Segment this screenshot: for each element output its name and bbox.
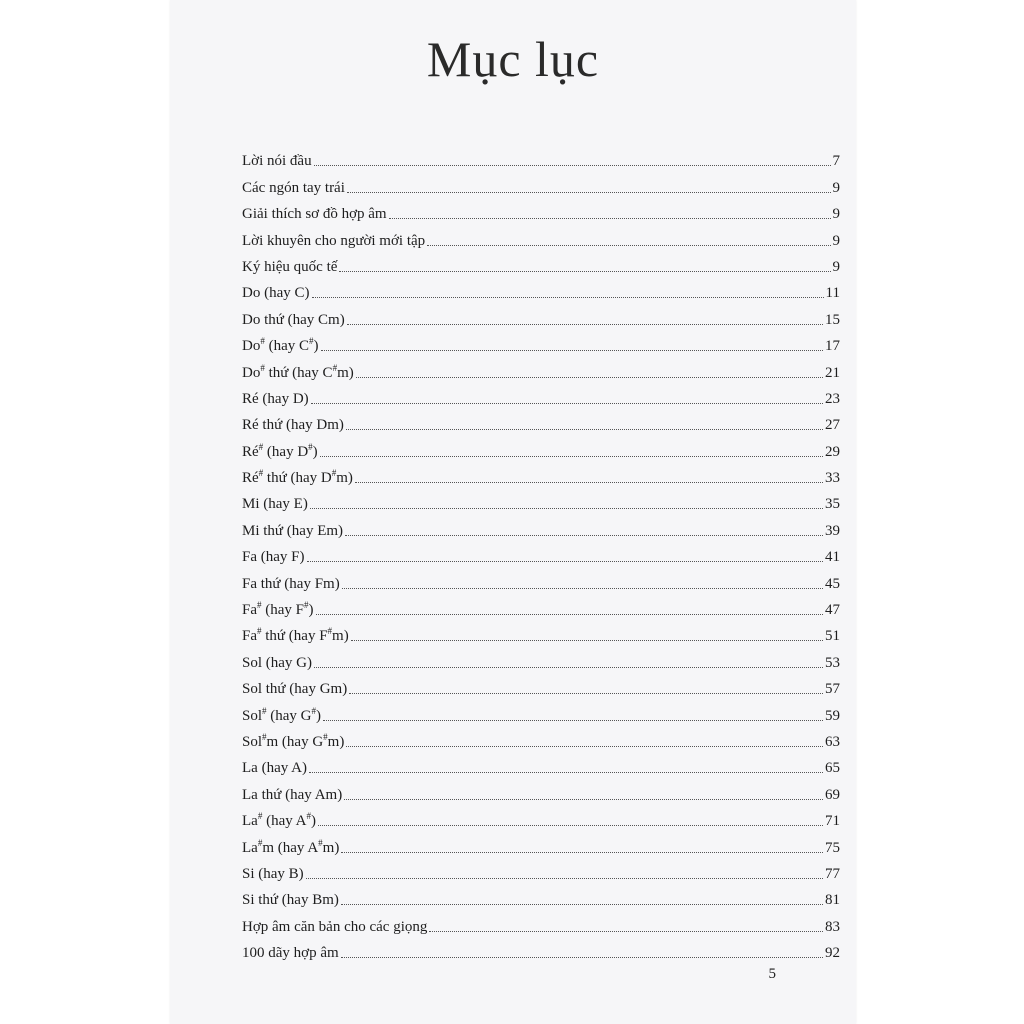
- toc-entry-text: Sol: [242, 733, 263, 750]
- sharp-symbol: #: [257, 600, 262, 611]
- toc-entry-title: [242, 837, 340, 857]
- toc-entry-title: [242, 602, 314, 619]
- toc-entry-page: 7: [832, 153, 840, 170]
- toc-entry-page: 15: [825, 311, 840, 328]
- toc-entry: [242, 276, 840, 302]
- toc-entry-title: [242, 312, 345, 329]
- toc-entry: [242, 170, 840, 196]
- dot-leader: [321, 350, 823, 351]
- toc-entry: [242, 777, 840, 803]
- dot-leader: [347, 192, 831, 193]
- toc-entry-text: Hợp âm căn bản cho các giọng: [242, 918, 428, 935]
- page-number: 5: [768, 966, 776, 982]
- toc-entry-page: 23: [825, 390, 840, 407]
- dot-leader: [429, 931, 823, 932]
- sharp-symbol: #: [318, 837, 323, 848]
- toc-entry-text: (hay C: [264, 338, 310, 355]
- sharp-symbol: #: [327, 626, 333, 637]
- toc-entry-text: ): [308, 602, 314, 619]
- toc-entry-page: 9: [832, 258, 840, 275]
- toc-entry: [242, 355, 840, 381]
- toc-entry-text: m): [332, 628, 349, 645]
- toc-entry-text: Do: [242, 338, 261, 355]
- sharp-symbol: #: [331, 468, 337, 479]
- toc-entry-text: Ré (hay D): [242, 390, 309, 407]
- toc-entry-page: 59: [825, 707, 840, 724]
- toc-entry: [242, 593, 840, 619]
- toc-entry-page: 41: [825, 549, 840, 566]
- toc-entry-text: Do (hay C): [242, 285, 310, 302]
- toc-entry-title: [242, 576, 340, 593]
- toc-entry-text: (hay F: [261, 602, 304, 619]
- toc-entry: [242, 751, 840, 777]
- toc-entry-text: La: [242, 813, 258, 830]
- toc-entry-title: [242, 362, 354, 382]
- toc-entry-text: m (hay G: [266, 733, 324, 750]
- sharp-symbol: #: [306, 811, 311, 822]
- sharp-symbol: #: [309, 336, 314, 347]
- toc-entry-page: 63: [825, 733, 840, 750]
- toc-entry-title: [242, 206, 387, 223]
- dot-leader: [427, 245, 830, 246]
- toc-entry-page: 9: [832, 179, 840, 196]
- dot-leader: [306, 878, 823, 879]
- toc-entry-text: m): [322, 839, 340, 856]
- toc-entry-title: [242, 391, 309, 408]
- dot-leader: [310, 508, 823, 509]
- toc-entry-page: 53: [825, 654, 840, 671]
- toc-entry-page: 57: [825, 681, 840, 698]
- toc-entry-title: [242, 787, 342, 804]
- toc-entry-title: [242, 180, 345, 197]
- toc-entry-page: 21: [825, 364, 840, 381]
- toc-entry-text: Fa thứ (hay Fm): [242, 575, 340, 592]
- toc-entry-title: [242, 628, 349, 645]
- toc-entry: [242, 408, 840, 434]
- toc-entry-title: [242, 866, 304, 883]
- toc-entry: [242, 804, 840, 830]
- toc-entry-text: thứ (hay C: [264, 364, 333, 381]
- toc-entry-page: 27: [825, 417, 840, 434]
- toc-entry-page: 75: [825, 839, 840, 856]
- toc-entry-text: Giải thích sơ đồ hợp âm: [242, 206, 387, 223]
- toc-entry-page: 65: [825, 760, 840, 777]
- sharp-symbol: #: [260, 336, 265, 347]
- toc-entry: [242, 883, 840, 909]
- toc-entry: [242, 672, 840, 698]
- toc-entry-page: 71: [825, 813, 840, 830]
- toc-entry-text: ): [313, 338, 319, 355]
- sharp-symbol: #: [262, 731, 267, 742]
- dot-leader: [341, 904, 823, 905]
- toc-entry-page: 47: [825, 602, 840, 619]
- toc-entry-page: 9: [832, 232, 840, 249]
- toc-entry-text: Các ngón tay trái: [242, 179, 345, 196]
- toc-entry-text: Sol: [242, 707, 263, 724]
- sharp-symbol: #: [262, 705, 267, 716]
- dot-leader: [349, 693, 823, 694]
- toc-entry: [242, 857, 840, 883]
- toc-entry-text: (hay D: [263, 443, 309, 460]
- dot-leader: [307, 561, 824, 562]
- toc-entry-text: m): [337, 364, 354, 381]
- toc-entry-title: [242, 731, 345, 751]
- toc-entry: [242, 329, 840, 355]
- sharp-symbol: #: [308, 441, 313, 452]
- toc-entry-page: 77: [825, 865, 840, 882]
- toc-entry: [242, 698, 840, 724]
- dot-leader: [309, 772, 823, 773]
- dot-leader: [342, 588, 823, 589]
- toc-entry-title: [242, 417, 344, 434]
- toc-entry-text: m): [336, 470, 353, 487]
- toc-entry: [242, 250, 840, 276]
- dot-leader: [389, 218, 831, 219]
- toc-entry-text: 100 dãy hợp âm: [242, 945, 339, 962]
- dot-leader: [312, 297, 824, 298]
- toc-entry-page: 33: [825, 470, 840, 487]
- toc-entry-text: ): [316, 707, 322, 724]
- toc-entry-text: m (hay A: [262, 839, 319, 856]
- dot-leader: [346, 746, 823, 747]
- toc-entry-text: Mi (hay E): [242, 496, 308, 513]
- toc-entry-page: 45: [825, 575, 840, 592]
- sharp-symbol: #: [260, 362, 265, 373]
- toc-entry-text: La thứ (hay Am): [242, 786, 343, 803]
- sharp-symbol: #: [311, 705, 317, 716]
- dot-leader: [316, 614, 824, 615]
- toc-entry-text: thứ (hay F: [261, 628, 328, 645]
- toc-entry-text: Si (hay B): [242, 865, 304, 882]
- toc-entry: [242, 302, 840, 328]
- sharp-symbol: #: [332, 362, 338, 373]
- sharp-symbol: #: [257, 837, 263, 848]
- dot-leader: [346, 429, 823, 430]
- toc-entry-title: [242, 813, 316, 830]
- toc-entry-page: 92: [825, 945, 840, 962]
- toc-entry: [242, 461, 840, 487]
- dot-leader: [311, 403, 823, 404]
- toc-entry-page: 81: [825, 892, 840, 909]
- sharp-symbol: #: [257, 811, 263, 822]
- toc-entry-text: Sol (hay G): [242, 654, 312, 671]
- toc-entry-text: La (hay A): [242, 760, 307, 777]
- toc-entry: [242, 936, 840, 962]
- table-of-contents: [242, 144, 840, 962]
- toc-entry-text: Sol thứ (hay Gm): [242, 681, 348, 698]
- dot-leader: [339, 271, 830, 272]
- sharp-symbol: #: [257, 626, 262, 637]
- toc-entry-text: La: [242, 839, 258, 856]
- toc-entry-text: Fa: [242, 628, 257, 645]
- toc-entry-text: thứ (hay D: [263, 470, 332, 487]
- toc-entry-page: 17: [825, 338, 840, 355]
- toc-entry-text: Lời nói đầu: [242, 153, 312, 170]
- toc-entry-text: Ré thứ (hay Dm): [242, 417, 344, 434]
- toc-entry-title: [242, 153, 312, 170]
- toc-entry-title: [242, 496, 308, 513]
- toc-entry-title: [242, 760, 307, 777]
- toc-entry-title: [242, 549, 305, 566]
- toc-entry-text: Mi thứ (hay Em): [242, 522, 344, 539]
- toc-entry: [242, 566, 840, 592]
- toc-entry-title: [242, 259, 337, 276]
- toc-entry-title: [242, 945, 339, 962]
- toc-entry-title: [242, 705, 322, 725]
- dot-leader: [318, 825, 823, 826]
- dot-leader: [344, 799, 823, 800]
- dot-leader: [351, 640, 823, 641]
- toc-entry-page: 51: [825, 628, 840, 645]
- toc-entry-title: [242, 470, 353, 487]
- sharp-symbol: #: [258, 441, 264, 452]
- toc-entry: [242, 725, 840, 751]
- toc-entry: [242, 909, 840, 935]
- toc-entry-text: Ký hiệu quốc tế: [242, 258, 338, 275]
- toc-entry-text: Ré: [242, 443, 259, 460]
- dot-leader: [345, 535, 823, 536]
- dot-leader: [355, 482, 823, 483]
- toc-entry: [242, 197, 840, 223]
- toc-entry-title: [242, 523, 343, 540]
- toc-entry-text: Si thứ (hay Bm): [242, 892, 339, 909]
- toc-entry-text: Fa: [242, 602, 257, 619]
- dot-leader: [314, 667, 823, 668]
- toc-entry-page: 29: [825, 443, 840, 460]
- dot-leader: [356, 377, 823, 378]
- toc-entry-title: [242, 681, 347, 698]
- toc-entry-title: [242, 892, 339, 909]
- dot-leader: [323, 720, 823, 721]
- dot-leader: [347, 324, 823, 325]
- toc-entry-text: Fa (hay F): [242, 549, 305, 566]
- dot-leader: [341, 852, 823, 853]
- sharp-symbol: #: [323, 731, 328, 742]
- toc-entry: [242, 144, 840, 170]
- toc-entry-title: [242, 655, 312, 672]
- toc-entry-text: ): [311, 813, 316, 830]
- toc-entry: [242, 830, 840, 856]
- toc-entry-text: (hay A: [262, 813, 307, 830]
- toc-entry-text: ): [312, 443, 318, 460]
- toc-entry-text: Do thứ (hay Cm): [242, 311, 345, 328]
- toc-entry-title: [242, 338, 319, 355]
- toc-entry-page: 83: [825, 918, 840, 935]
- toc-entry-title: [242, 285, 310, 302]
- toc-entry: [242, 645, 840, 671]
- toc-entry: [242, 223, 840, 249]
- toc-entry-text: Lời khuyên cho người mới tập: [242, 232, 426, 249]
- toc-entry-title: [242, 441, 318, 461]
- book-page: [170, 0, 856, 1024]
- toc-entry-text: (hay G: [266, 707, 312, 724]
- dot-leader: [314, 165, 831, 166]
- toc-entry: [242, 540, 840, 566]
- toc-entry-page: 35: [825, 496, 840, 513]
- sharp-symbol: #: [258, 468, 264, 479]
- toc-entry-page: 11: [825, 285, 840, 302]
- toc-entry-title: [242, 233, 425, 250]
- toc-entry-text: m): [327, 733, 345, 750]
- toc-entry: [242, 487, 840, 513]
- toc-entry: [242, 513, 840, 539]
- toc-entry-title: [242, 919, 427, 936]
- dot-leader: [341, 957, 823, 958]
- dot-leader: [320, 456, 823, 457]
- toc-entry-text: Do: [242, 364, 261, 381]
- toc-entry: [242, 619, 840, 645]
- toc-entry: [242, 434, 840, 460]
- toc-entry: [242, 382, 840, 408]
- page-title: Mục lục: [426, 31, 600, 87]
- toc-entry-page: 9: [832, 206, 840, 223]
- toc-entry-page: 69: [825, 786, 840, 803]
- toc-entry-page: 39: [825, 522, 840, 539]
- sharp-symbol: #: [304, 600, 309, 611]
- toc-entry-text: Ré: [242, 470, 259, 487]
